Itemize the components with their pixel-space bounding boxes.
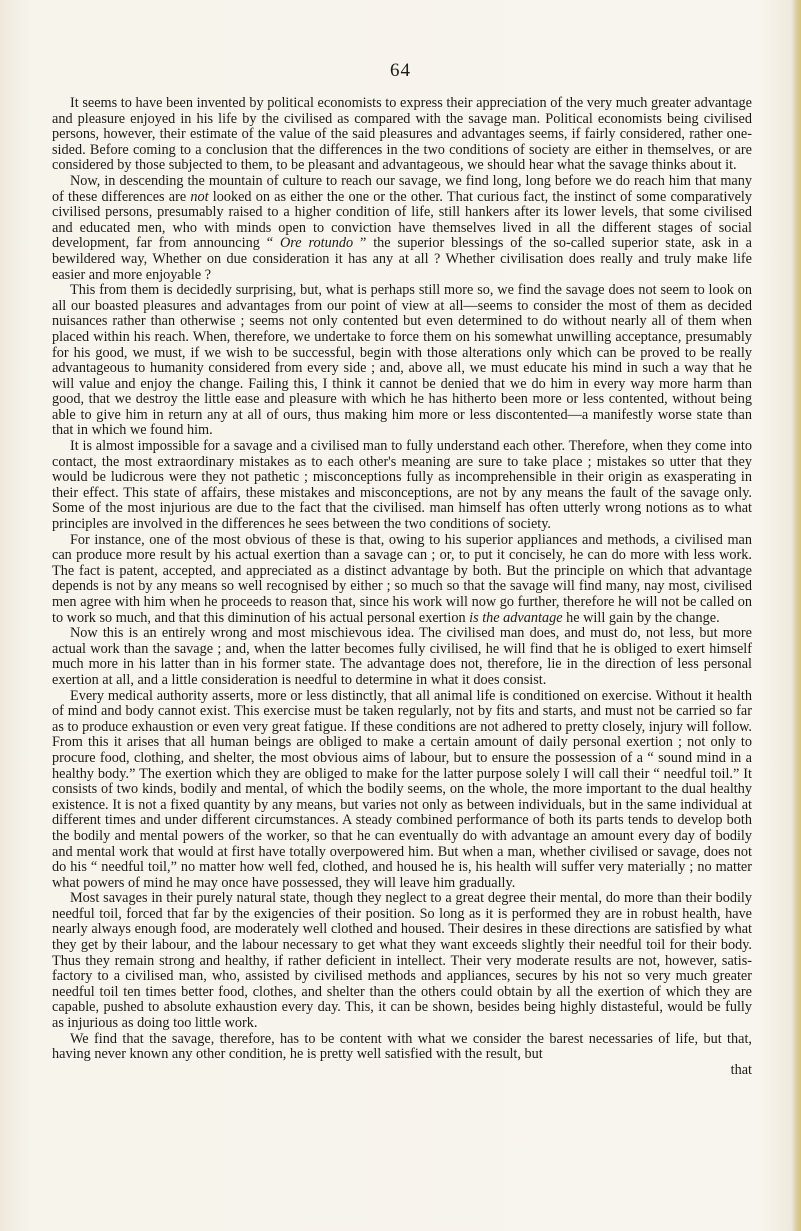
- paragraph-6: [52, 626, 752, 688]
- paragraph-3: [52, 283, 752, 439]
- paragraph-text: ” the superior blessings of the so-called superior state, ask in a bewildered way, Whether on due consideration it has any at all ? Whether civilisation does really and truly make life easier and more enjoyable ?: [52, 235, 753, 283]
- paragraph-text: looked on as either the one or the other. That curious fact, the instinct of some comparatively civilised persons, presumably raised to a higher condition of life, still hankers after its lower levels, that some civilised and educated men, who with minds open to conviction have themselves lived in all the different stages of social development, far from announcing “: [52, 188, 752, 252]
- emphasis-text: Ore rotundo: [279, 235, 354, 252]
- paragraph-text: Most savages in their purely natural state, though they neglect to a great degree their mental, do more than their bodily needful toil, forced that far by the exigencies of their position. So long as it is performed they are in robust health, have nearly always enough food, are moderately well clothed and housed. Their desires in these directions are satisfied by what they get by their labour, and the labour necessary to get what they want exceeds slightly their needful toil for their body. Thus they remain strong and healthy, if rather deficient in intellect. Their very moderate results are not, however, satisfactory to a civilised man, who, assisted by civilised methods and appliances, secures by his not so very much greater needful toil ten times better food, clothes, and shelter than the others could obtain by all the exertion of which they are capable, pushed to absolute exhaustion every day. This, it can be shown, besides being highly distasteful, would be fully as injurious as doing too little work.: [52, 890, 752, 1032]
- paragraph-text: It is almost impossible for a savage and a civilised man to fully understand each other. Therefore, when they come into contact, the most extraordinary mistakes as to each other's meaning are sure to take place ; mistakes so utter that they would be ludicrous were they not pathetic ; misconceptions fully as incomprehensible in their origin as exasperating in their effect. This state of affairs, these mistakes and misconceptions, are not by any means the fault of the savage only. Some of the most injurious are due to the fact that the civilised. man himself has often utterly wrong notions as to what principles are involved in the differences he sees between the two conditions of society.: [52, 438, 752, 533]
- paragraph-text: he will gain by the change.: [562, 609, 720, 626]
- paragraph-4: [52, 439, 752, 533]
- paragraph-text: This from them is decidedly surprising, but, what is perhaps still more so, we find the savage does not seem to look on all our boasted pleasures and advantages from our point of view at all—seems to consider the most of them as decided nuisances rather than otherwise ; seems not only contented but even determined to do without nearly all of them when placed within his reach. When, therefore, we undertake to force them on his somewhat unwilling acceptance, presumably for his good, we must, if we wish to be successful, begin with those alterations only which can be proved to be really advantageous to humanity considered from every side ; and, above all, we must educate his mind in such a way that he will value and enjoy the change. Failing this, I think it cannot be denied that we do him in every way more harm than good, that we destroy the little ease and pleasure with which he has hitherto been more or less contented, without being able to give him in return any at all of ours, thus making him more or less discontented—a manifestly worse state than that in which we found him.: [52, 282, 752, 439]
- paragraph-8: [52, 891, 752, 1031]
- paragraph-7: [52, 689, 752, 892]
- paragraph-text: For instance, one of the most obvious of these is that, owing to his superior appliances and methods, a civilised man can produce more result by his actual exertion than a savage can ; or, to put it concisely, he can do more with less work. The fact is patent, accepted, and appreciated as a distinct advantage by both. But the principle on which that advantage depends is not by any means so well recognised by either ; so much so that the savage will find many, nay most, civilised men agree with him when he proceeds to reason that, since his work will now go further, therefore he will not be called on to work so much, and that this diminution of his actual personal exertion: [52, 531, 752, 626]
- paragraph-2: [52, 174, 752, 283]
- paragraph-text: Now, in descending the mountain of culture to reach our savage, we find long, long before we do reach him that many of these differences are: [52, 172, 752, 205]
- paragraph-9: [52, 1032, 752, 1063]
- paragraph-text: It seems to have been invented by political economists to express their appreciation of the very much greater advantage and pleasure enjoyed in his life by the civilised as compared with the savage man. Political economists being civilised persons, however, their estimate of the value of the said pleasures and advantages seems, if fairly considered, rather one-sided. Before coming to a conclusion that the differences in the two conditions of society are either in themselves, or are considered by those subjected to them, to be pleasant and advantageous, we should hear what the savage thinks about it.: [52, 95, 752, 174]
- paragraph-1: [52, 96, 752, 174]
- catchword: [52, 1063, 752, 1079]
- page-edge-shadow: [791, 0, 801, 1231]
- paragraph-text: We find that the savage, therefore, has to be content with what we consider the barest necessaries of life, but that, having never known any other condition, he is pretty well satisfied with the result, but: [52, 1030, 752, 1063]
- emphasis-text: not: [190, 188, 209, 205]
- catchword-text: that: [730, 1061, 752, 1078]
- paragraph-text: Every medical authority asserts, more or less distinctly, that all animal life is conditioned on exercise. Without it health of mind and body cannot exist. This exercise must be taken regularly, not by fits and starts, and must not be carried so far as to produce exhaustion or even very great fatigue. If these conditions are not adhered to pretty closely, injury will follow. From this it arises that all human beings are obliged to make a certain amount of daily personal exertion ; not only to procure food, clothing, and shelter, the most obvious aims of labour, but to ensure the possession of a “ sound mind in a healthy body.” The exertion which they are obliged to make for the latter purpose solely I will call their “ needful toil.” It consists of two kinds, bodily and mental, of which the bodily seems, on the whole, the more important to the dual healthy existence. It is not a fixed quantity by any means, but varies not only as between individuals, but in the same individual at different times and under different circumstances. A steady combined performance of both its parts tends to develop both the bodily and mental powers of the worker, so that he can eventually do with advantage an amount every day of bodily and mental work that would at first have totally overpowered him. But when a man, whether civilised or savage, does not do his “ needful toil,” no matter how well fed, clothed, and housed he is, his health will suffer very materially ; no matter what powers of mind he may once have possessed, they will leave him gradually.: [52, 687, 752, 891]
- paragraph-text: Now this is an entirely wrong and most mischievous idea. The civilised man does, and must do, not less, but more actual work than the savage ; and, when the latter becomes fully civilised, he will find that he is obliged to exert himself much more in his latter than in his former state. The advantage does not, therefore, lie in the direction of less personal exertion at all, and a little consideration is needful to determine in what it does consist.: [52, 625, 752, 688]
- emphasis-text: is the advantage: [469, 609, 563, 626]
- body-text: [52, 96, 752, 1078]
- page-number: 64: [390, 60, 411, 81]
- paragraph-5: [52, 533, 752, 627]
